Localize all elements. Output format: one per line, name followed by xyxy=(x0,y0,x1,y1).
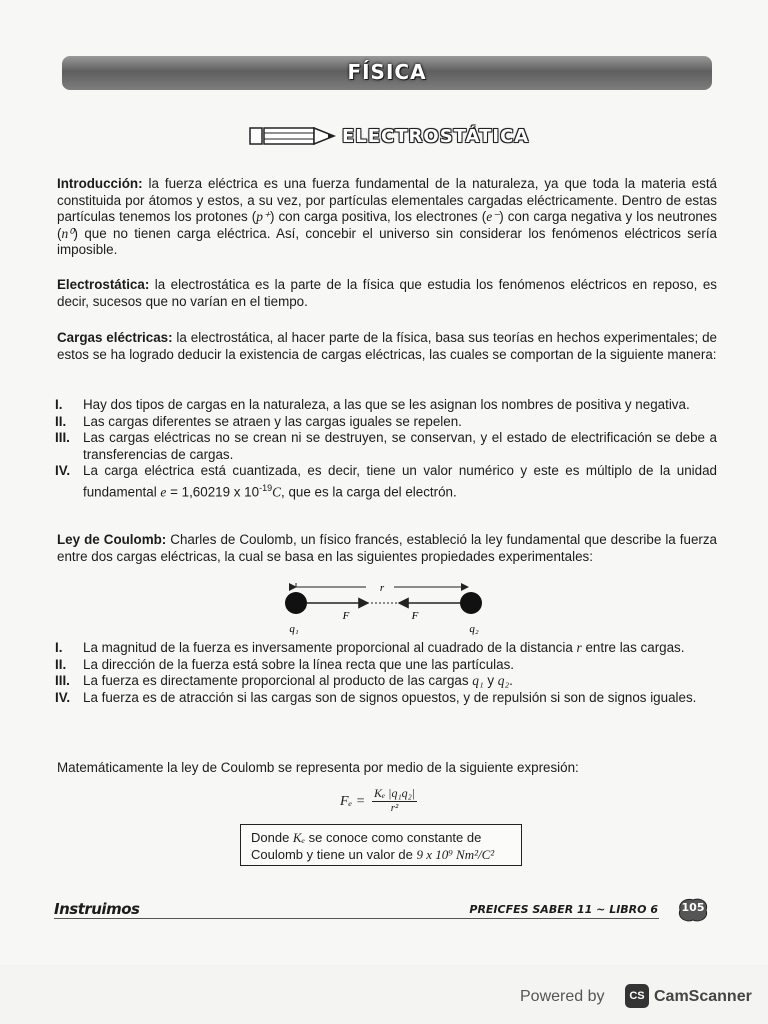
footer-divider xyxy=(54,918,659,919)
list-item xyxy=(55,657,717,674)
box-text: se conoce como constante de Coulomb y tiene un valor de xyxy=(251,830,482,862)
publisher-logo: Instruimos xyxy=(54,900,140,918)
charges-label: Cargas eléctricas: xyxy=(57,330,173,345)
item-text: Hay dos tipos de cargas en la naturaleza, a las que se les asignan los nombres de positiva y negativa. xyxy=(83,397,690,412)
intro-label: Introducción: xyxy=(57,176,143,191)
item-text xyxy=(83,463,717,500)
list-item xyxy=(55,397,717,414)
proton-symbol: p⁺ xyxy=(256,209,270,224)
powered-by-text: Powered by xyxy=(520,988,605,1005)
item-text xyxy=(83,640,717,657)
constant-value: 9 x 10⁹ Nm²/C² xyxy=(416,847,495,862)
intro-text-4: ) que no tienen carga eléctrica. Así, concebir el universo sin considerar los fenómenos eléctricos sería imposible. xyxy=(57,225,717,257)
item-number: IV. xyxy=(55,463,71,478)
distance-label: r xyxy=(379,582,385,594)
intro-text-1: la fuerza eléctrica es una fuerza fundamental de la naturaleza, ya que toda la materia está constituida por átomos y estos, a su vez, por partículas elementales cargadas eléctricamente. Dentro de estas partículas tenemos los protones ( xyxy=(57,176,717,224)
item-text-part: La magnitud de la fuerza es inversamente proporcional al cuadrado de la distancia xyxy=(83,640,577,655)
coulomb-text: Charles de Coulomb, un físico francés, estableció la ley fundamental que describe la fuerza entre dos cargas eléctricas, la cual se basa en las siguientes propiedades experimentales: xyxy=(57,532,717,564)
charges-list xyxy=(55,397,717,500)
item-number: III. xyxy=(55,430,70,445)
item-text: La fuerza es de atracción si las cargas son de signos opuestos, y de repulsión si son de signos iguales. xyxy=(83,689,697,705)
math-intro: Matemáticamente la ley de Coulomb se representa por medio de la siguiente expresión: xyxy=(57,760,579,775)
formula-denominator: r² xyxy=(390,802,399,814)
list-item xyxy=(55,430,717,463)
distance-symbol: r xyxy=(576,640,582,655)
coulomb-label: Ley de Coulomb: xyxy=(57,532,167,547)
charges-paragraph xyxy=(57,330,717,363)
item-text: La dirección de la fuerza está sobre la línea recta que une las partículas. xyxy=(83,656,514,672)
item-text: Las cargas diferentes se atraen y las cargas iguales se repelen. xyxy=(83,413,462,429)
item-number: III. xyxy=(55,673,70,688)
charge-symbol: q₁ xyxy=(472,673,484,688)
item-text-part: La fuerza es directamente proporcional al producto de las cargas xyxy=(83,673,473,688)
section-header xyxy=(248,122,529,150)
intro-text-2: ) con carga positiva, los electrones ( xyxy=(270,209,487,224)
item-text xyxy=(83,673,717,690)
camscanner-name: CamScanner xyxy=(654,988,752,1005)
charge-symbol: q₂ xyxy=(497,673,510,688)
coulomb-formula xyxy=(340,786,440,820)
electrostatics-label: Electrostática: xyxy=(57,277,150,292)
exponent: -19 xyxy=(259,482,273,493)
coulomb-list xyxy=(55,640,717,706)
pencil-icon xyxy=(248,125,338,147)
force-label-1: F xyxy=(342,610,350,622)
neutron-symbol: n⁰ xyxy=(61,225,74,241)
page-number: 105 xyxy=(681,901,705,914)
book-title: PREICFES SABER 11 ~ LIBRO 6 xyxy=(469,903,658,916)
item-number: I. xyxy=(55,397,63,412)
charge-2 xyxy=(460,592,482,614)
electron-charge-symbol: e xyxy=(160,483,167,499)
list-item xyxy=(55,414,717,431)
item-text: Las cargas eléctricas no se crean ni se destruyen, se conservan, y el estado de electrificación se debe a transferencias de cargas. xyxy=(83,430,717,462)
page-title: FÍSICA xyxy=(347,60,427,84)
item-number: IV. xyxy=(55,689,71,705)
camscanner-logo-icon: CS xyxy=(625,984,649,1008)
header-banner xyxy=(62,56,712,90)
item-number: II. xyxy=(55,413,67,429)
item-text-part: y xyxy=(483,673,498,688)
list-item xyxy=(55,640,717,657)
coulomb-paragraph xyxy=(57,532,717,565)
coulomb-diagram xyxy=(270,580,500,640)
item-text-part: entre las cargas. xyxy=(581,640,685,655)
item-number: II. xyxy=(55,656,67,672)
constant-box xyxy=(240,824,522,866)
section-title: ELECTROSTÁTICA xyxy=(342,125,530,147)
charges-text: la electrostática, al hacer parte de la física, basa sus teorías en hechos experimentales; de estos se ha logrado deducir la existencia de cargas eléctricas, las cuales se comportan de la siguiente manera: xyxy=(57,330,717,362)
item-text-part: . xyxy=(509,673,513,688)
charge-2-label: q₂ xyxy=(469,623,479,635)
item-number: I. xyxy=(55,640,63,655)
item-text-part: La carga eléctrica está cuantizada, es decir, tiene un valor numérico y este es múltiplo de la unidad fundamental xyxy=(83,463,717,499)
item-text-part: , que es la carga del electrón. xyxy=(281,483,457,499)
constant-symbol: Kₑ xyxy=(292,830,306,845)
intro-paragraph xyxy=(57,176,717,259)
formula-fraction xyxy=(372,786,417,814)
charge-1 xyxy=(285,592,307,614)
list-item xyxy=(55,463,717,500)
intro-text-3: ) con carga negativa y los neutrones ( xyxy=(57,209,717,241)
formula-lhs: Fₑ = xyxy=(340,794,366,809)
force-label-2: F xyxy=(411,610,419,622)
item-text-part: = 1,60219 x 10 xyxy=(166,483,260,499)
electrostatics-paragraph xyxy=(57,277,717,310)
electron-symbol: e⁻ xyxy=(486,209,500,224)
unit: C xyxy=(272,483,282,499)
formula-numerator: Kₑ |q₁q₂| xyxy=(374,786,416,800)
box-text: Donde xyxy=(251,830,293,845)
electrostatics-text: la electrostática es la parte de la física que estudia los fenómenos eléctricos en reposo, es decir, sucesos que no varían en el tiempo. xyxy=(57,277,717,309)
charge-1-label: q₁ xyxy=(289,623,299,635)
list-item xyxy=(55,690,717,707)
list-item xyxy=(55,673,717,690)
